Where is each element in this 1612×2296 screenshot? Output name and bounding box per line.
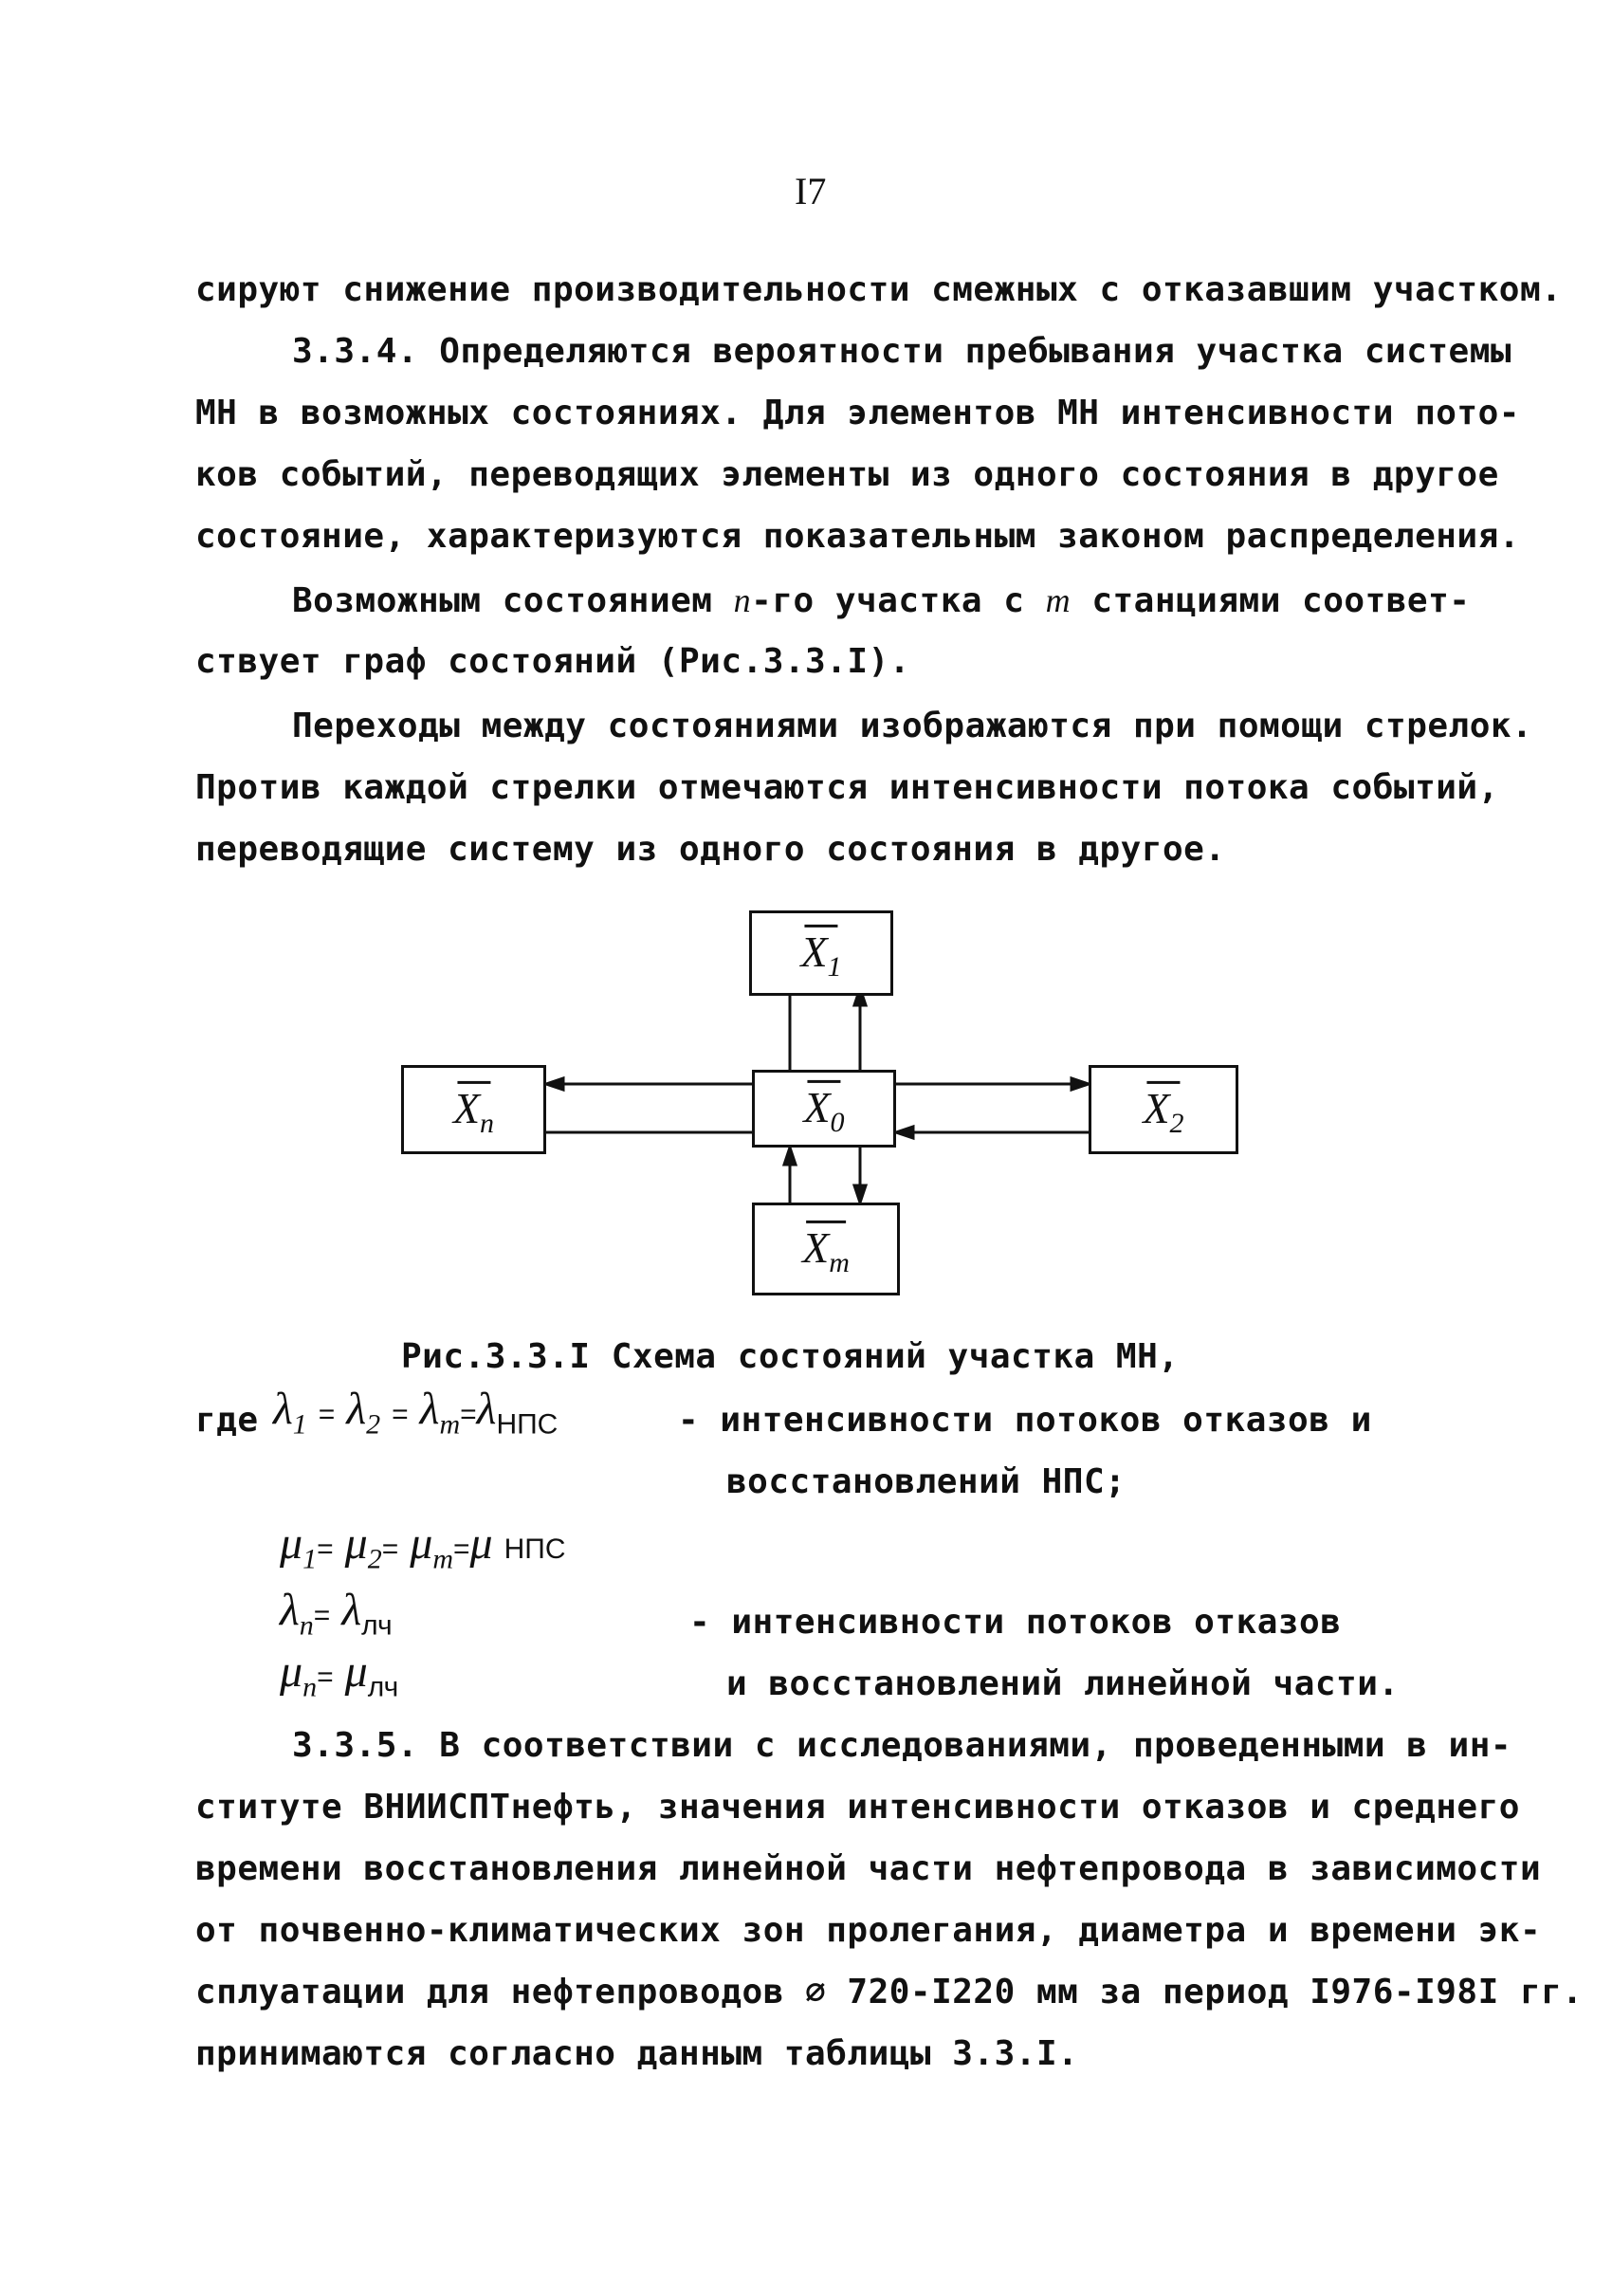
var-m: m [1045,581,1072,619]
state-label-xn: $X_n$ [453,1083,494,1140]
arrowhead [854,1185,866,1203]
figure-caption: Рис.3.3.I Схема состояний участка МН, [401,1337,1180,1376]
mu-n-equation: $\mu_n= \mu_{лч}$ [280,1646,399,1703]
text-line: переводящие систему из одного состояния в другое. [195,830,1226,869]
state-box-x1 [749,910,893,996]
state-label-xm: $X_m$ [802,1222,850,1279]
state-box-xm [752,1203,900,1295]
state-box-x0 [752,1070,896,1148]
text-line: ков событий, переводящих элементы из одного состояния в другое [195,455,1499,494]
text-seg: -го участка с [751,581,1025,620]
state-label-x0: $X_0$ [803,1081,844,1138]
text-line: Переходы между состояниями изображаются при помощи стрелок. [292,707,1533,745]
text-line: времени восстановления линейной части нефтепровода в зависимости [195,1849,1542,1888]
state-label-x1: $X_1$ [800,927,841,983]
var-n: n [733,581,752,619]
text-line: 3.3.4. Определяются вероятности пребывания участка системы [292,332,1512,371]
lambda-description: - интенсивности потоков отказов и [678,1401,1372,1440]
text-line: ствует граф состояний (Рис.3.3.I). [195,642,910,681]
arrowhead [546,1078,563,1090]
arrowhead [784,1148,796,1165]
legend-where: где [195,1401,259,1440]
text-line: сируют снижение производительности смежных с отказавшим участком. [195,270,1563,309]
text-line: от почвенно-климатических зон пролегания, диаметра и времени эк- [195,1911,1542,1950]
text-seg: Возможным состоянием [292,581,713,620]
text-line: ституте ВНИИСПТнефть, значения интенсивности отказов и среднего [195,1788,1520,1827]
lambda-n-equation: $\lambda_n= \lambda_{лч}$ [280,1585,393,1642]
text-line: принимаются согласно данным таблицы 3.3.I. [195,2034,1079,2073]
lambda-equation: $\lambda_1 = \lambda_2 = \lambda_m=\lambda_{НПС}$ [273,1384,559,1441]
arrowhead [896,1127,913,1138]
mu-equation: $\mu_1= \mu_2= \mu_m=\mu$ НПС [280,1518,566,1575]
state-label-x2: $X_2$ [1143,1083,1183,1140]
lambda-n-description: - интенсивности потоков отказов [689,1603,1342,1642]
state-box-x2 [1089,1065,1238,1154]
text-line: Против каждой стрелки отмечаются интенсивности потока событий, [195,768,1499,807]
state-box-xn [401,1065,546,1154]
mu-n-description: и восстановлений линейной части. [726,1664,1400,1703]
text-seg: станциями соответ- [1091,581,1471,620]
text-line: МН в возможных состояниях. Для элементов МН интенсивности пото- [195,394,1520,432]
text-line: состояние, характеризуются показательным законом распределения. [195,517,1520,556]
arrowhead [1072,1078,1089,1090]
text-line: сплуатации для нефтепроводов ⌀ 720-I220 мм за период I976-I98I гг. [195,1973,1584,2011]
page-number: I7 [795,170,827,212]
text-line: 3.3.5. В соответствии с исследованиями, проведенными в ин- [292,1726,1512,1765]
lambda-description-cont: восстановлений НПС; [726,1462,1127,1501]
